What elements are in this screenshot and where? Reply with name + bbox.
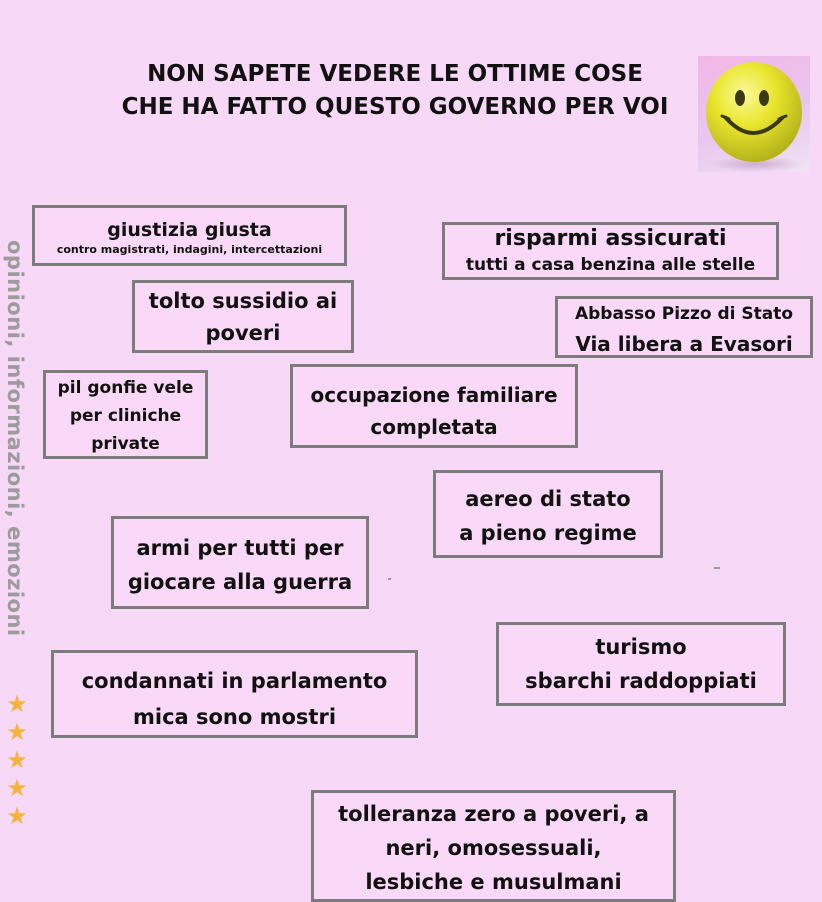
box-risparmi-line1: risparmi assicurati bbox=[494, 226, 727, 251]
star-icon: ★ bbox=[6, 774, 28, 802]
stray-mark bbox=[714, 567, 720, 569]
smiley-face-icon bbox=[698, 56, 810, 172]
box-occupazione bbox=[290, 364, 578, 448]
box-sussidio bbox=[132, 280, 354, 353]
box-armi-line1: armi per tutti per bbox=[136, 536, 344, 560]
box-pil-line2: per cliniche bbox=[69, 406, 182, 426]
box-pil-line1: pil gonfie vele bbox=[57, 378, 194, 398]
title-line-1: NON SAPETE VEDERE LE OTTIME COSE bbox=[147, 61, 643, 87]
box-sussidio-line1: tolto sussidio ai bbox=[148, 289, 338, 313]
box-giustizia bbox=[32, 205, 347, 266]
box-condannati-line1: condannati in parlamento bbox=[81, 669, 388, 693]
box-occupazione-line2: completata bbox=[370, 415, 498, 439]
box-tolleranza-line1: tolleranza zero a poveri, a bbox=[338, 802, 649, 826]
box-condannati bbox=[51, 650, 418, 738]
smiley-image bbox=[698, 56, 810, 172]
box-armi-line2: giocare alla guerra bbox=[127, 570, 353, 594]
box-turismo-line1: turismo bbox=[595, 635, 687, 659]
side-caption-text: opinioni, informazioni, emozioni bbox=[3, 240, 27, 637]
box-aereo-line2: a pieno regime bbox=[459, 521, 637, 545]
box-aereo bbox=[433, 470, 663, 558]
box-tolleranza-line3: lesbiche e musulmani bbox=[365, 870, 622, 894]
box-tolleranza-line2: neri, omosessuali, bbox=[385, 836, 602, 860]
box-giustizia-line1: giustizia giusta bbox=[107, 219, 272, 241]
star-icon: ★ bbox=[6, 690, 28, 718]
box-turismo-line2: sbarchi raddoppiati bbox=[525, 669, 757, 693]
rating-stars bbox=[4, 690, 30, 830]
box-risparmi-line2: tutti a casa benzina alle stelle bbox=[465, 255, 756, 275]
star-icon: ★ bbox=[6, 718, 28, 746]
box-pil-line3: private bbox=[91, 434, 160, 454]
side-caption bbox=[0, 240, 32, 660]
box-pil bbox=[43, 370, 208, 459]
star-icon: ★ bbox=[6, 802, 28, 830]
star-icon: ★ bbox=[6, 746, 28, 774]
box-aereo-line1: aereo di stato bbox=[465, 487, 631, 511]
box-tolleranza bbox=[311, 790, 676, 902]
box-turismo bbox=[496, 622, 786, 706]
box-armi bbox=[111, 516, 369, 609]
page-title bbox=[95, 58, 695, 124]
box-giustizia-line2: contro magistrati, indagini, intercettazioni bbox=[56, 243, 323, 256]
box-sussidio-line2: poveri bbox=[205, 321, 281, 345]
stray-mark bbox=[388, 578, 391, 580]
box-occupazione-line1: occupazione familiare bbox=[310, 383, 558, 407]
box-pizzo bbox=[555, 296, 813, 358]
box-pizzo-line1: Abbasso Pizzo di Stato bbox=[574, 304, 794, 324]
box-risparmi bbox=[442, 222, 779, 280]
title-line-2: CHE HA FATTO QUESTO GOVERNO PER VOI bbox=[121, 94, 669, 120]
box-pizzo-line2: Via libera a Evasori bbox=[575, 332, 793, 356]
box-condannati-line2: mica sono mostri bbox=[132, 705, 337, 729]
